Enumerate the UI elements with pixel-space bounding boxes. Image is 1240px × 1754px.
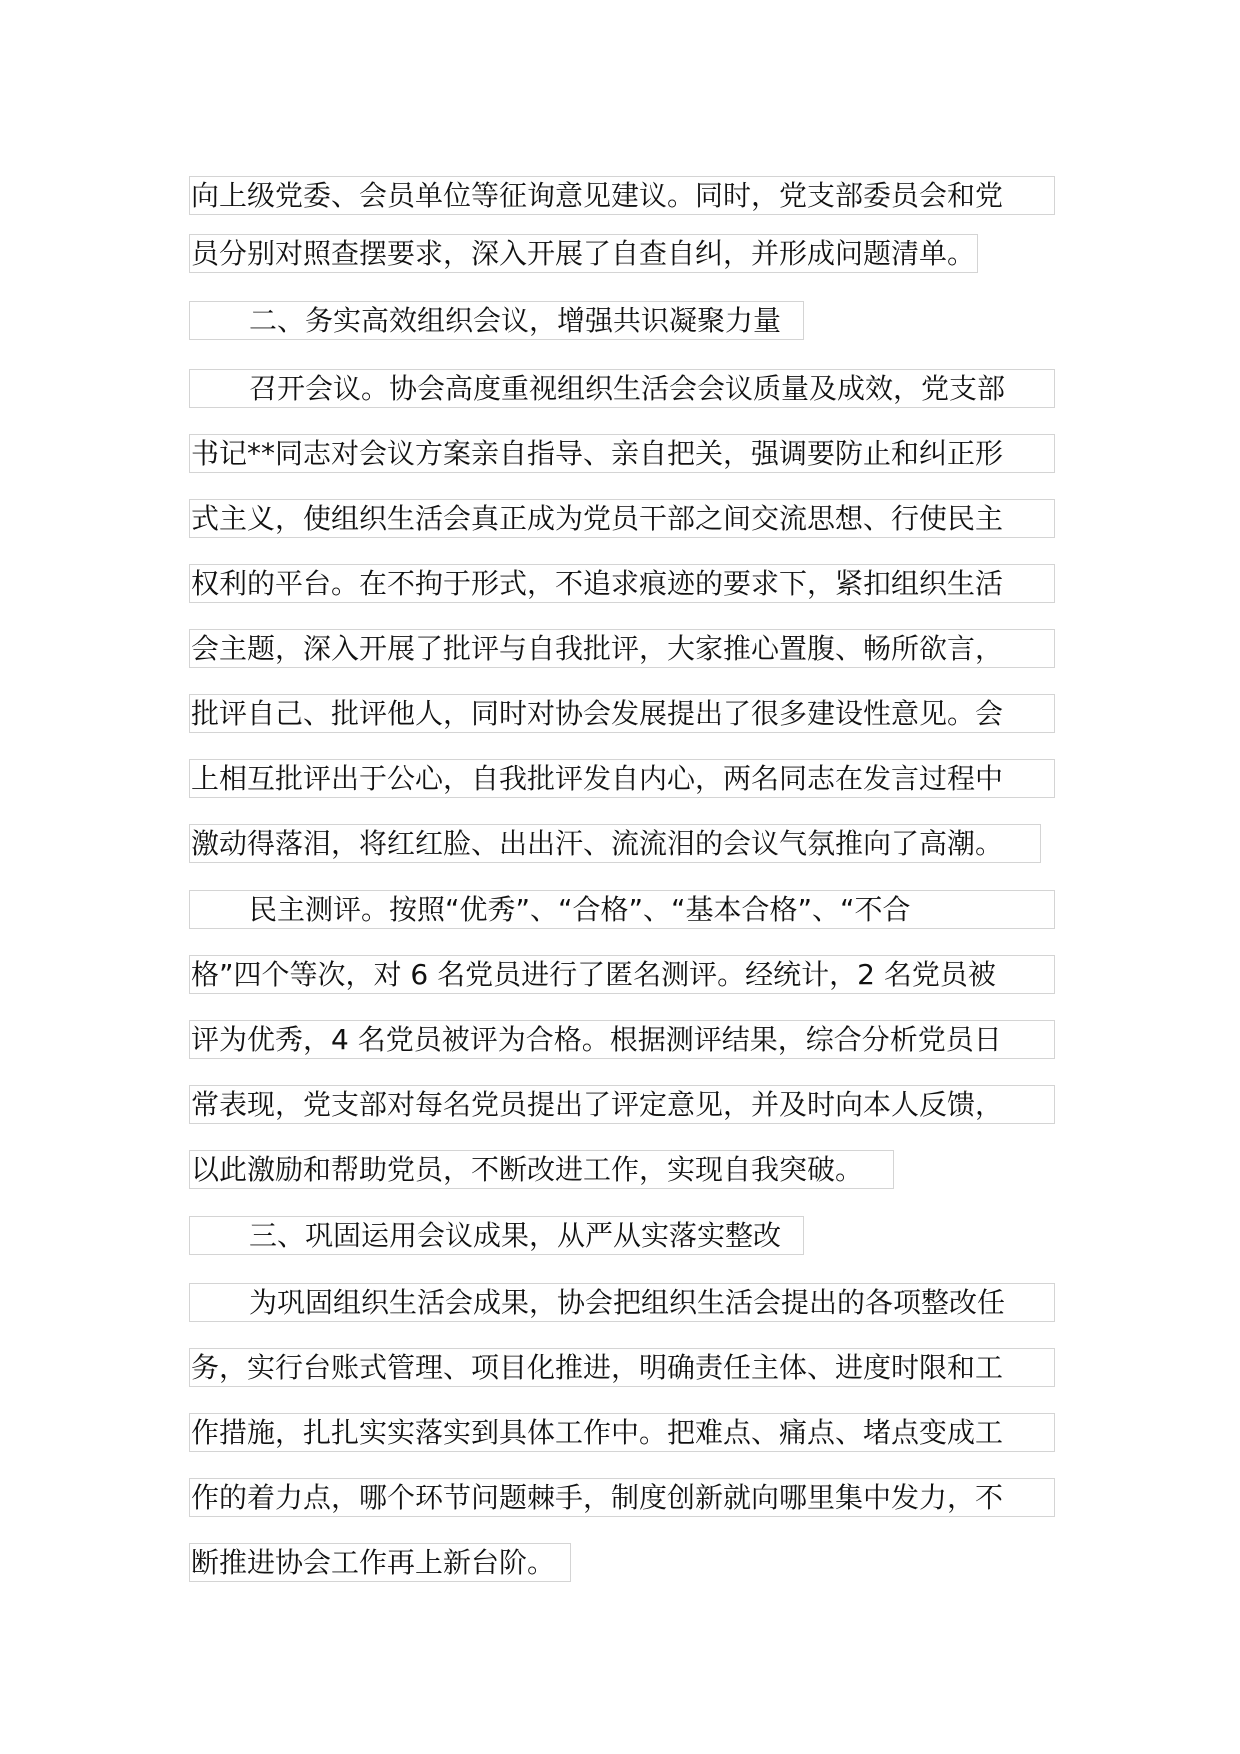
paragraph-line: 式主义，使组织生活会真正成为党员干部之间交流思想、行使民主 [189,499,1055,538]
paragraph-line: 向上级党委、会员单位等征询意见建议。同时，党支部委员会和党 [189,176,1055,215]
paragraph-line: 评为优秀，4 名党员被评为合格。根据测评结果，综合分析党员日 [189,1020,1055,1059]
paragraph-line: 批评自己、批评他人，同时对协会发展提出了很多建设性意见。会 [189,694,1055,733]
paragraph-line: 以此激励和帮助党员，不断改进工作，实现自我突破。 [189,1150,894,1189]
paragraph-line: 书记**同志对会议方案亲自指导、亲自把关，强调要防止和纠正形 [189,434,1055,473]
paragraph-line: 员分别对照查摆要求，深入开展了自查自纠，并形成问题清单。 [189,234,978,273]
paragraph-line: 格”四个等次，对 6 名党员进行了匿名测评。经统计，2 名党员被 [189,955,1055,994]
paragraph-line: 激动得落泪，将红红脸、出出汗、流流泪的会议气氛推向了高潮。 [189,824,1041,863]
paragraph-line: 上相互批评出于公心，自我批评发自内心，两名同志在发言过程中 [189,759,1055,798]
paragraph-line: 常表现，党支部对每名党员提出了评定意见，并及时向本人反馈， [189,1085,1055,1124]
paragraph-line: 召开会议。协会高度重视组织生活会会议质量及成效，党支部 [189,369,1055,408]
paragraph-line: 务，实行台账式管理、项目化推进，明确责任主体、进度时限和工 [189,1348,1055,1387]
paragraph-line: 作措施，扎扎实实落实到具体工作中。把难点、痛点、堵点变成工 [189,1413,1055,1452]
paragraph-line: 作的着力点，哪个环节问题棘手，制度创新就向哪里集中发力，不 [189,1478,1055,1517]
paragraph-line: 会主题，深入开展了批评与自我批评，大家推心置腹、畅所欲言， [189,629,1055,668]
paragraph-line: 民主测评。按照“优秀”、“合格”、“基本合格”、“不合 [189,890,1055,929]
paragraph-line: 权利的平台。在不拘于形式，不追求痕迹的要求下，紧扣组织生活 [189,564,1055,603]
section-heading-3: 三、巩固运用会议成果，从严从实落实整改 [189,1216,804,1255]
section-heading-2: 二、务实高效组织会议，增强共识凝聚力量 [189,301,804,340]
paragraph-line: 为巩固组织生活会成果，协会把组织生活会提出的各项整改任 [189,1283,1055,1322]
paragraph-line: 断推进协会工作再上新台阶。 [189,1543,571,1582]
